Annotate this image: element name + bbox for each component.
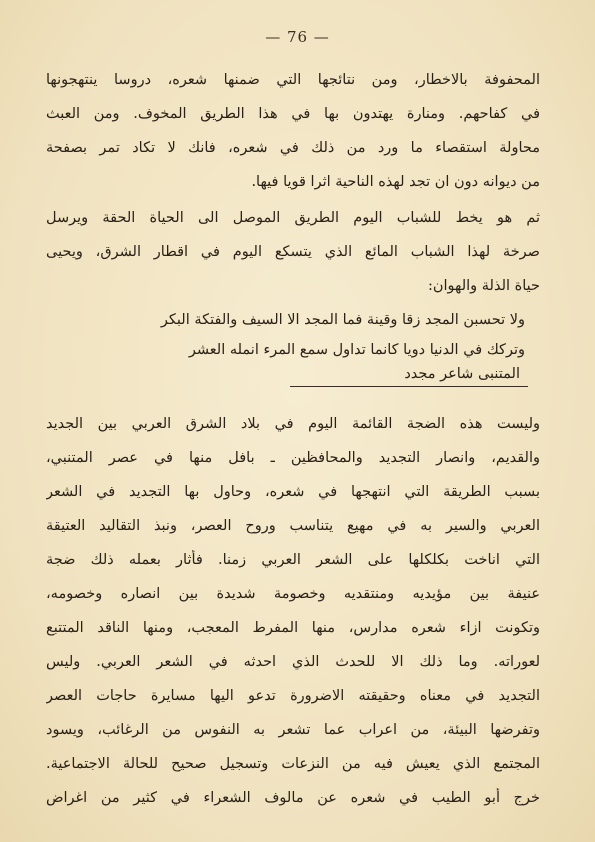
- divider: [290, 386, 528, 387]
- paragraph-2-line: ثم هو يخط للشباب اليوم الطريق الموصل الى الحياة الحقة ويرسل: [46, 210, 540, 226]
- paragraph-2-line: صرخة لهذا الشباب المائع الذي يتسكع اليوم في اقطار الشرق، ويحيى: [46, 244, 540, 260]
- paragraph-2-line: حياة الذلة والهوان:: [427, 278, 540, 294]
- paragraph-1-line: من ديوانه دون ان تجد لهذه الناحية اثرا قويا فيها.: [251, 174, 540, 190]
- paragraph-3-line: التي اناخت بكلكلها على الشعر العربي زمنا. فأثار بعمله ذلك ضجة: [46, 552, 540, 568]
- paragraph-3-line: والقديم، وانصار التجديد والمحافظين ـ بافل منها في عصر المتنبي،: [46, 450, 540, 466]
- paragraph-3-line: وتكونت ازاء شعره مدارس، منها المفرط المعجب، ومنها الناقد المتتبع: [46, 620, 540, 636]
- paragraph-1-line: محاولة استقصاء ما ورد من ذلك في شعره، فانك لا تكاد تمر بصفحة: [46, 140, 540, 156]
- paragraph-3-line: لعوراته. وما ذلك الا للحدث الذي احدثه في الشعر العربي. وليس: [46, 654, 540, 670]
- paragraph-3-line: التجديد في معناه وحقيقته الاضرورة تدعو اليها مسايرة حاجات العصر: [46, 688, 540, 704]
- poem-verse: ولا تحسبن المجد زقا وقينة فما المجد الا السيف والفتكة البكر: [160, 312, 525, 328]
- paragraph-1-line: المحفوفة بالاخطار، ومن نتائجها التي ضمنها شعره، دروسا ينتهجونها: [46, 72, 540, 88]
- page-number: — 76 —: [265, 28, 330, 46]
- paragraph-1-line: في كفاحهم. ومنارة يهتدون بها في هذا الطريق المخوف. ومن العبث: [46, 106, 540, 122]
- section-heading: المتنبى شاعر مجدد: [404, 366, 520, 382]
- paragraph-3-line: وليست هذه الضجة القائمة اليوم في بلاد الشرق العربي بين الجديد: [46, 416, 540, 432]
- paragraph-3-line: عنيفة بين مؤيديه ومنتقديه وخصومة شديدة بين انصاره وخصومه،: [46, 586, 540, 602]
- poem-verse: وتركك في الدنيا دويا كانما تداول سمع المرء انمله العشر: [188, 342, 525, 358]
- paragraph-3-line: خرج أبو الطيب في شعره عن مالوف الشعراء في كثير من اغراض: [46, 790, 540, 806]
- paragraph-3-line: وتفرضها البيئة، من اعراب عما تشعر به النفوس من الرغائب، ويسود: [46, 722, 540, 738]
- paragraph-3-line: العربي والسير به في مهيع يتناسب وروح العصر، ونبذ التقاليد العتيقة: [46, 518, 540, 534]
- paragraph-3-line: بسبب الطريقة التي انتهجها في شعره، وحاول بها التجديد في الشعر: [46, 484, 540, 500]
- paragraph-3-line: المجتمع الذي يعيش فيه من النزعات وتسجيل صحيح للحالة الاجتماعية.: [46, 756, 540, 772]
